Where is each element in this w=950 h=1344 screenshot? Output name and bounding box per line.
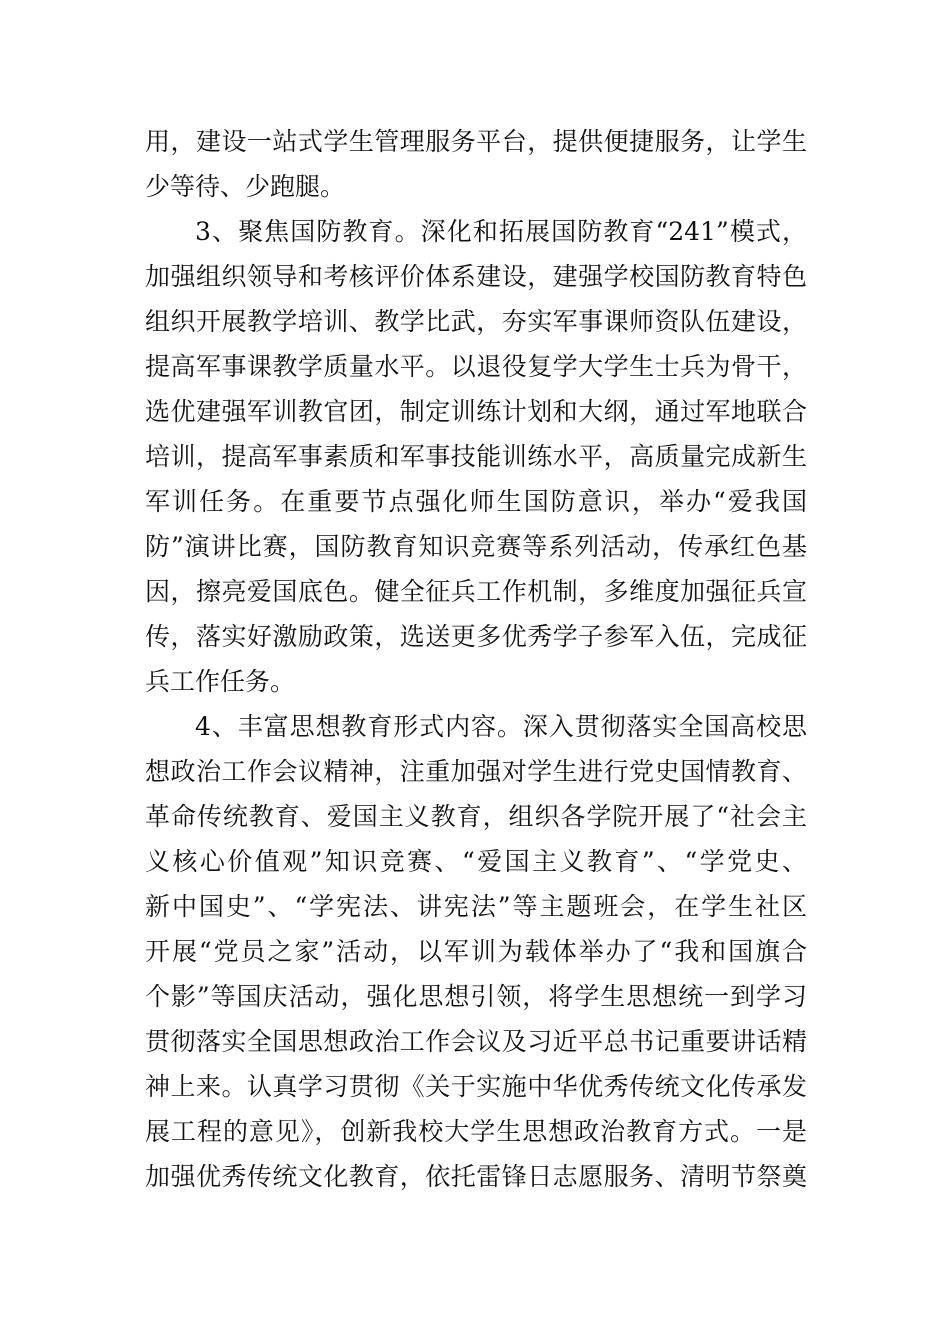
text-line: 贯彻落实全国思想政治工作会议及习近平总书记重要讲话精	[145, 1027, 807, 1056]
text-line: 少等待、少跑腿。	[145, 172, 346, 201]
paragraph	[145, 209, 807, 704]
text-line: 开展“党员之家”活动，以军训为载体举办了“我和国旗合	[145, 937, 807, 966]
document-page	[145, 119, 807, 1199]
text-line: 4、丰富思想教育形式内容。深入贯彻落实全国高校思	[195, 712, 807, 741]
text-line: 革命传统教育、爱国主义教育，组织各学院开展了“社会主	[145, 802, 807, 831]
text-line: 加强组织领导和考核评价体系建设，建强学校国防教育特色	[145, 262, 807, 291]
text-line: 展工程的意见》，创新我校大学生思想政治教育方式。一是	[145, 1117, 807, 1146]
text-line: 新中国史”、“学宪法、讲宪法”等主题班会，在学生社区	[145, 892, 807, 921]
text-line: 选优建强军训教官团，制定训练计划和大纲，通过军地联合	[145, 397, 807, 426]
text-line: 个影”等国庆活动，强化思想引领，将学生思想统一到学习	[145, 982, 807, 1011]
text-line: 兵工作任务。	[145, 667, 296, 696]
text-line: 提高军事课教学质量水平。以退役复学大学生士兵为骨干，	[145, 352, 807, 381]
paragraph	[145, 119, 807, 209]
text-line: 想政治工作会议精神，注重加强对学生进行党史国情教育、	[145, 757, 807, 786]
text-line: 用，建设一站式学生管理服务平台，提供便捷服务，让学生	[145, 127, 807, 156]
paragraph	[145, 704, 807, 1199]
text-line: 传，落实好激励政策，选送更多优秀学子参军入伍，完成征	[145, 622, 807, 651]
text-line: 组织开展教学培训、教学比武，夯实军事课师资队伍建设，	[145, 307, 807, 336]
text-line: 因，擦亮爱国底色。健全征兵工作机制，多维度加强征兵宣	[145, 577, 807, 606]
text-line: 3、聚焦国防教育。深化和拓展国防教育“241”模式，	[195, 217, 807, 246]
text-line: 军训任务。在重要节点强化师生国防意识，举办“爱我国	[145, 487, 807, 516]
text-line: 义核心价值观”知识竞赛、“爱国主义教育”、“学党史、	[145, 847, 807, 876]
text-line: 培训，提高军事素质和军事技能训练水平，高质量完成新生	[145, 442, 807, 471]
text-line: 神上来。认真学习贯彻《关于实施中华优秀传统文化传承发	[145, 1072, 807, 1101]
text-line: 加强优秀传统文化教育，依托雷锋日志愿服务、清明节祭奠	[145, 1162, 807, 1191]
text-line: 防”演讲比赛，国防教育知识竞赛等系列活动，传承红色基	[145, 532, 807, 561]
